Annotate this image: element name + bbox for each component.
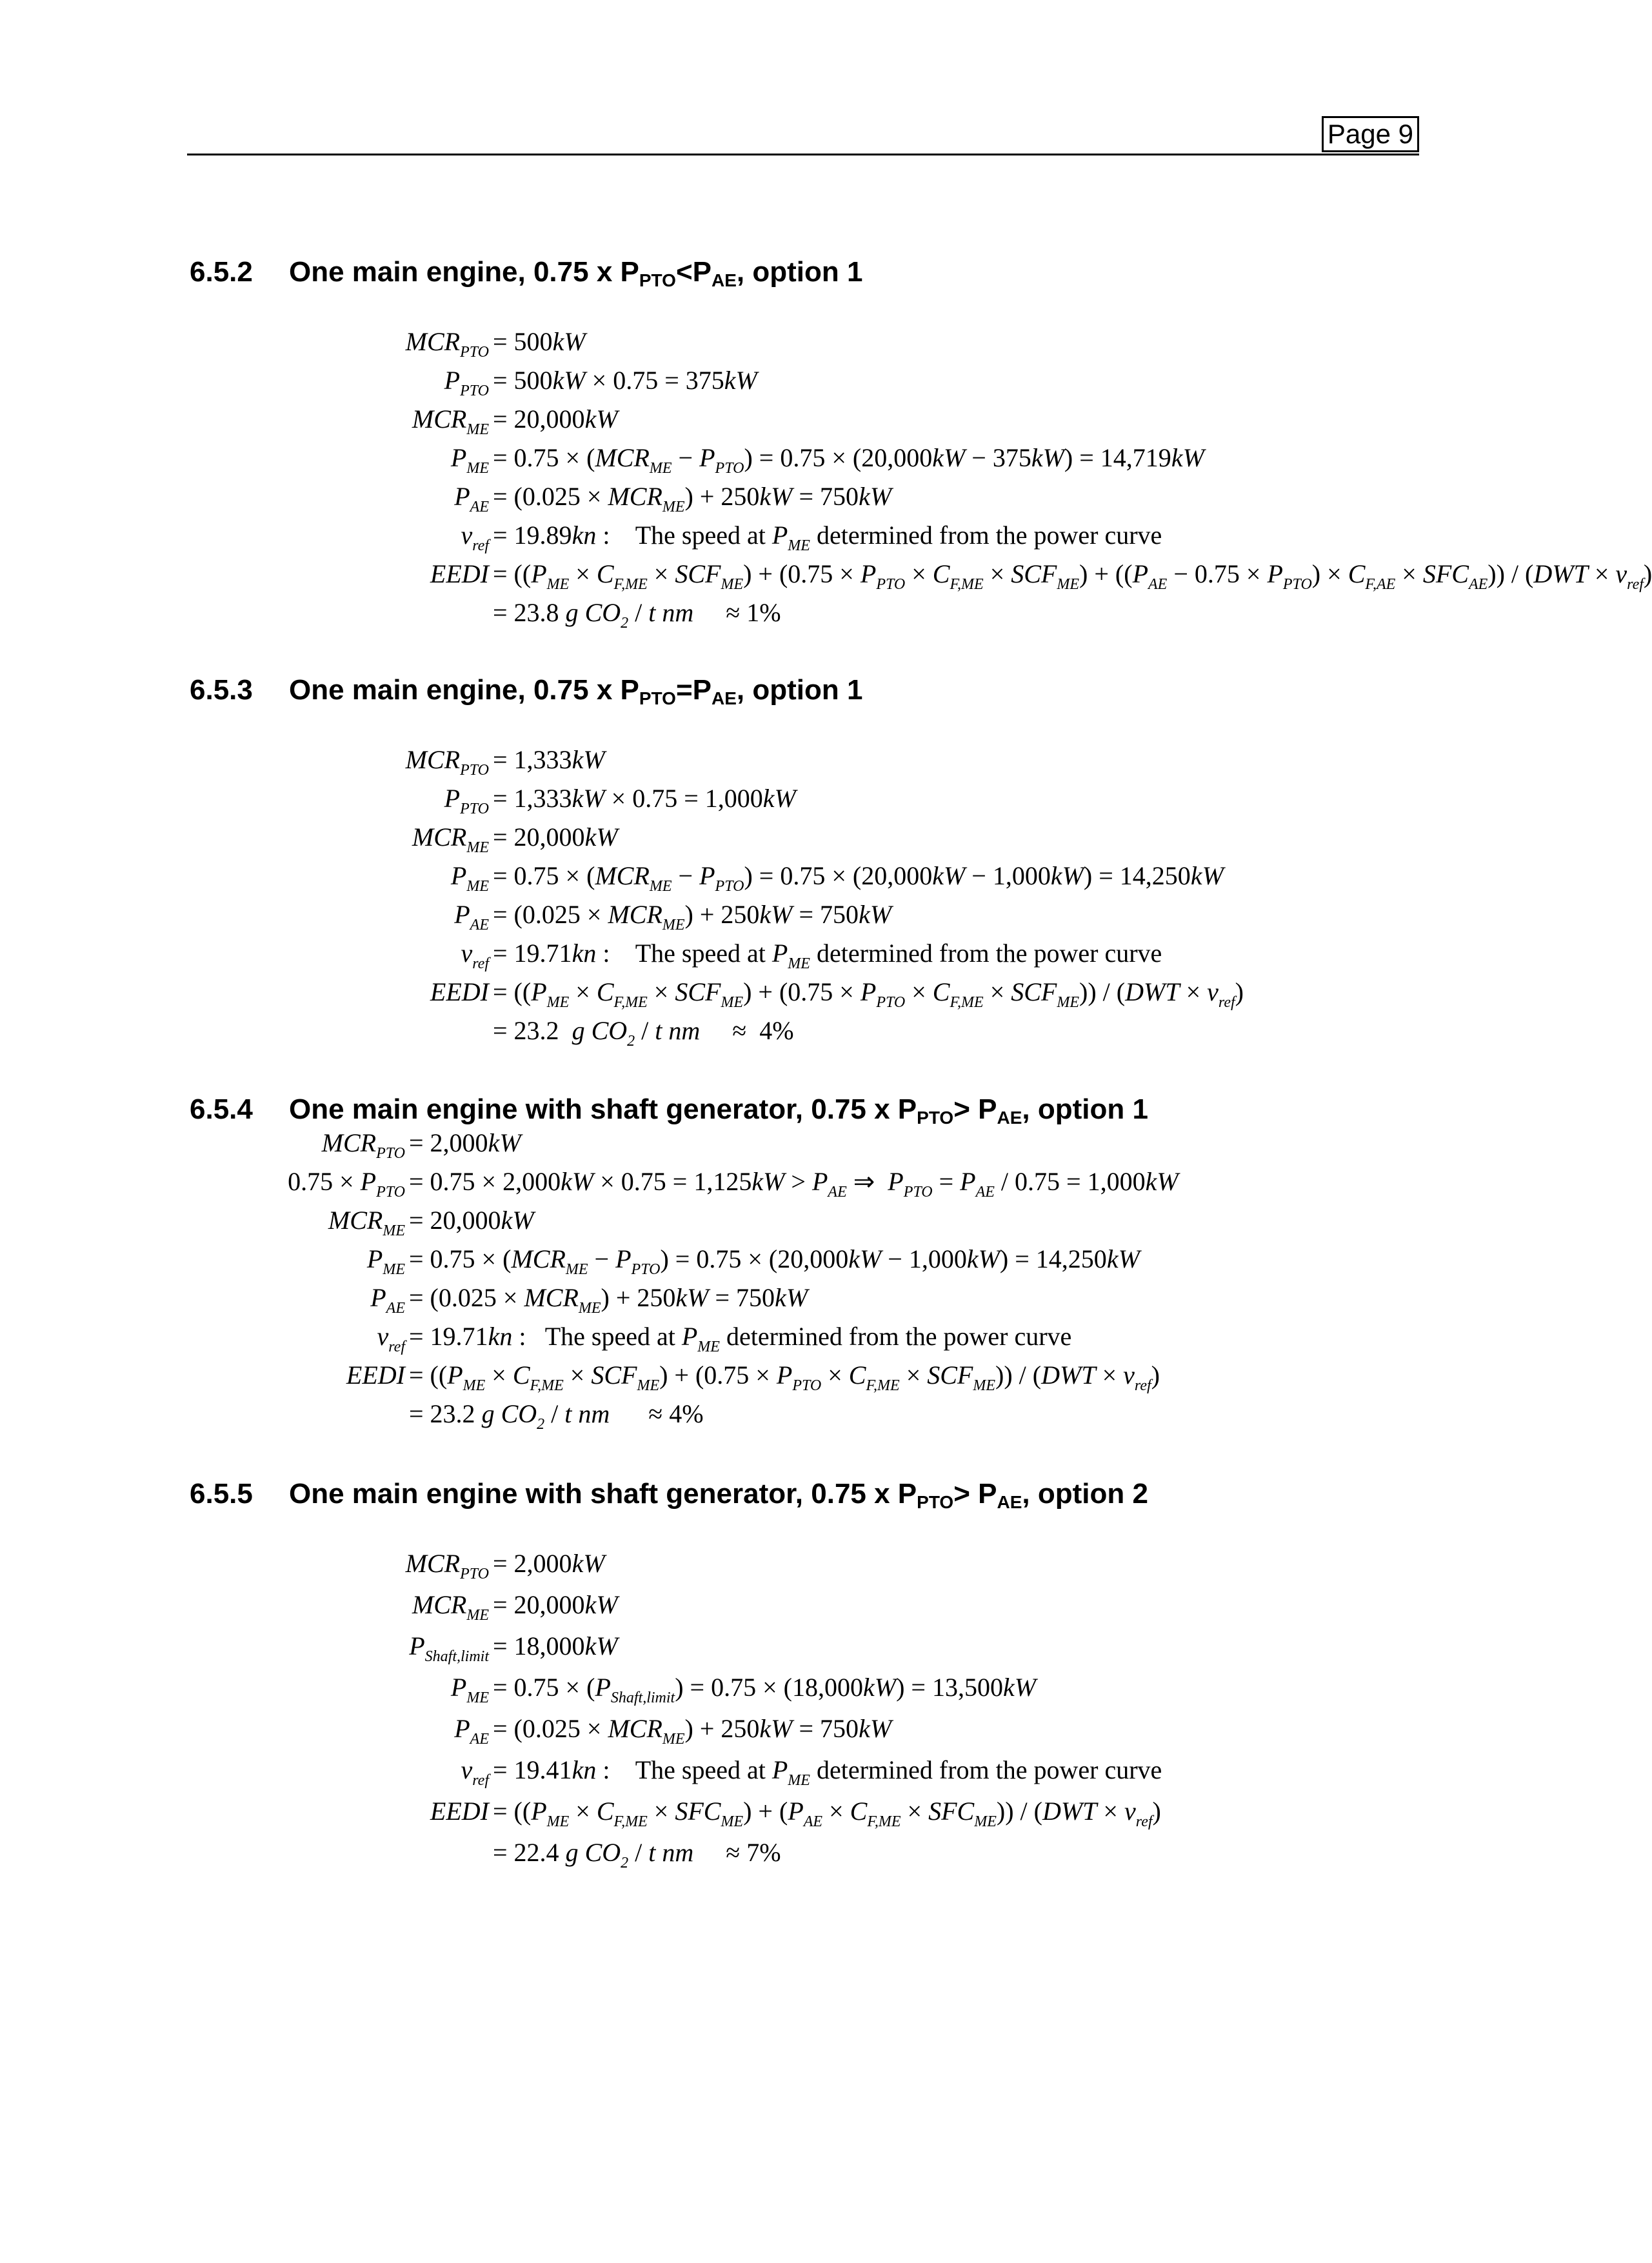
equation-lhs: $MCR_{PTO}$	[405, 745, 489, 779]
equation-lhs: $MCR_{PTO}$	[405, 1549, 489, 1582]
section-heading	[190, 1475, 1454, 1513]
title-subscript: AE	[997, 1492, 1022, 1512]
equation-lhs: $P_{ME}$	[450, 861, 489, 895]
section-number: 6.5.5	[190, 1478, 253, 1510]
title-subscript: PTO	[639, 270, 676, 290]
title-text: One main engine with shaft generator, 0.75 x P	[289, 1478, 917, 1510]
equation-rhs: = 20,000kW	[493, 822, 618, 852]
section-title	[289, 1090, 1148, 1129]
title-subscript: PTO	[917, 1492, 954, 1512]
equation-rhs: = 19.71kn : The speed at $P_{ME}$ determined from the power curve	[493, 939, 1162, 972]
equation-rhs: = 19.71kn : The speed at $P_{ME}$ determined from the power curve	[409, 1322, 1072, 1355]
equation-lhs: $P_{AE}$	[454, 482, 489, 515]
equation-rhs: = 1,333kW × 0.75 = 1,000kW	[493, 784, 796, 813]
title-text: , option 1	[736, 674, 863, 706]
section-title	[289, 253, 862, 292]
equation-lhs: $MCR_{ME}$	[412, 404, 489, 438]
equation-rhs: = 20,000kW	[493, 404, 618, 434]
equation-rhs: = $((P_{ME} \times C_{F,ME} \times SCF_{ME}) + (0.75 \times P_{PTO} \times C_{F,ME} \times SCF_{ME}) + ((P_{AE} - 0.75 \times P_{PTO}) \times C_{F,AE} \times SFC_{AE})) / (DWT \times v_{ref})$	[493, 559, 1652, 593]
equation-rhs: = 23.2 g $CO_2$ / t nm ≈ 4%	[493, 1016, 794, 1050]
equation-lhs: $P_{PTO}$	[444, 366, 489, 399]
equation-rhs: = 23.8 g $CO_2$ / t nm ≈ 1%	[493, 598, 781, 632]
equation-lhs: $MCR_{ME}$	[412, 1590, 489, 1624]
equation-rhs: = 20,000kW	[493, 1590, 618, 1619]
title-subscript: AE	[711, 270, 737, 290]
equation-rhs: = $0.75 \times (MCR_{ME} - P_{PTO}) = 0.75 \times (20,000kW - 375kW) = 14,719kW$	[493, 443, 1204, 477]
equation-rhs: = 19.89kn : The speed at $P_{ME}$ determined from the power curve	[493, 521, 1162, 554]
equation-rhs: = 500kW × 0.75 = 375kW	[493, 366, 757, 395]
equation-rhs: = $((P_{ME} \times C_{F,ME} \times SCF_{ME}) + (0.75 \times P_{PTO} \times C_{F,ME} \times SCF_{ME})) / (DWT \times v_{ref})$	[409, 1361, 1160, 1394]
equation-rhs: = 500kW	[493, 327, 586, 356]
equation-lhs: EEDI	[346, 1361, 405, 1390]
section-heading	[190, 253, 1454, 292]
section-6-5-5	[190, 1475, 1454, 1871]
equation-lhs: $MCR_{ME}$	[412, 822, 489, 856]
section-6-5-4	[190, 1090, 1454, 1433]
section-heading	[190, 1090, 1454, 1129]
equation-rhs: = 1,333kW	[493, 745, 605, 774]
title-text: > P	[953, 1093, 997, 1125]
equation-lhs: $P_{AE}$	[454, 1714, 489, 1748]
title-text: , option 1	[736, 256, 863, 288]
section-number: 6.5.3	[190, 674, 253, 706]
equation-lhs: $v_{ref}$	[461, 521, 489, 554]
equation-lhs: $v_{ref}$	[461, 939, 489, 972]
equation-lhs: EEDI	[430, 977, 489, 1006]
equation-lhs: $MCR_{ME}$	[328, 1206, 405, 1239]
equation-rhs: = $(0.025 \times MCR_{ME}) + 250kW = 750kW$	[409, 1283, 808, 1317]
section-title	[289, 1475, 1148, 1513]
equation-rhs: = 2,000kW	[409, 1128, 521, 1157]
section-6-5-2	[190, 253, 1652, 632]
page-header	[187, 116, 1419, 155]
title-text: , option 2	[1022, 1478, 1148, 1510]
title-text: <P	[675, 256, 712, 288]
title-subscript: AE	[997, 1108, 1022, 1128]
title-text: One main engine with shaft generator, 0.75 x P	[289, 1093, 917, 1125]
equation-lhs: EEDI	[430, 1797, 489, 1826]
equation-rhs: = 19.41kn : The speed at $P_{ME}$ determined from the power curve	[493, 1755, 1162, 1789]
title-text: One main engine, 0.75 x P	[289, 256, 639, 288]
equation-rhs: = $0.75 \times (MCR_{ME} - P_{PTO}) = 0.75 \times (20,000kW - 1,000kW) = 14,250kW$	[493, 861, 1224, 895]
equation-rhs: = $0.75 \times (P_{Shaft,limit}) = 0.75 \times (18,000kW) = 13,500kW$	[493, 1673, 1037, 1706]
equation-lhs: EEDI	[430, 559, 489, 588]
title-text: > P	[953, 1478, 997, 1510]
equation-rhs: = $((P_{ME} \times C_{F,ME} \times SFC_{ME}) + (P_{AE} \times C_{F,ME} \times SFC_{ME})) / (DWT \times v_{ref})$	[493, 1797, 1161, 1830]
equation-rhs: = $((P_{ME} \times C_{F,ME} \times SCF_{ME}) + (0.75 \times P_{PTO} \times C_{F,ME} \times SCF_{ME})) / (DWT \times v_{ref})$	[493, 977, 1244, 1011]
equation-lhs: $v_{ref}$	[461, 1755, 489, 1789]
equation-rhs: = $(0.025 \times MCR_{ME}) + 250kW = 750kW$	[493, 1714, 892, 1748]
equation-rhs: = 20,000kW	[409, 1206, 534, 1235]
section-heading	[190, 671, 1454, 710]
equation-lhs: $v_{ref}$	[377, 1322, 405, 1355]
section-title	[289, 671, 862, 710]
title-text: , option 1	[1022, 1093, 1148, 1125]
equation-lhs: $P_{ME}$	[450, 1673, 489, 1706]
title-text: =P	[675, 674, 712, 706]
equation-rhs: = 22.4 g $CO_2$ / t nm ≈ 7%	[493, 1838, 781, 1871]
section-number: 6.5.2	[190, 256, 253, 288]
section-number: 6.5.4	[190, 1093, 253, 1125]
equation-rhs: = $(0.025 \times MCR_{ME}) + 250kW = 750kW$	[493, 482, 892, 515]
title-subscript: AE	[711, 688, 737, 708]
equation-rhs: = $0.75 \times (MCR_{ME} - P_{PTO}) = 0.75 \times (20,000kW - 1,000kW) = 14,250kW$	[409, 1244, 1140, 1278]
equation-lhs: $P_{PTO}$	[444, 784, 489, 817]
title-text: One main engine, 0.75 x P	[289, 674, 639, 706]
equation-rhs: = $(0.025 \times MCR_{ME}) + 250kW = 750kW$	[493, 900, 892, 933]
equation-lhs: $P_{Shaft,limit}$	[409, 1631, 489, 1665]
equation-lhs: $MCR_{PTO}$	[405, 327, 489, 361]
equation-lhs: $P_{AE}$	[454, 900, 489, 933]
section-6-5-3	[190, 671, 1454, 1050]
equation-lhs: $P_{ME}$	[366, 1244, 405, 1278]
page-number: Page 9	[1322, 116, 1419, 152]
equation-lhs: $0.75 \times P_{PTO}$	[288, 1167, 405, 1201]
equation-lhs: $MCR_{PTO}$	[321, 1128, 405, 1162]
equation-lhs: $P_{ME}$	[450, 443, 489, 477]
equation-rhs: = $0.75 \times 2,000kW \times 0.75 = 1,125kW > P_{AE}$ ⇒ $P_{PTO} = P_{AE} / 0.75 = 1,000kW$	[409, 1167, 1179, 1201]
equation-rhs: = 2,000kW	[493, 1549, 605, 1578]
equation-lhs: $P_{AE}$	[370, 1283, 405, 1317]
title-subscript: PTO	[639, 688, 676, 708]
equation-rhs: = 18,000kW	[493, 1631, 618, 1660]
equation-rhs: = 23.2 g $CO_2$ / t nm ≈ 4%	[409, 1399, 704, 1433]
title-subscript: PTO	[917, 1108, 954, 1128]
